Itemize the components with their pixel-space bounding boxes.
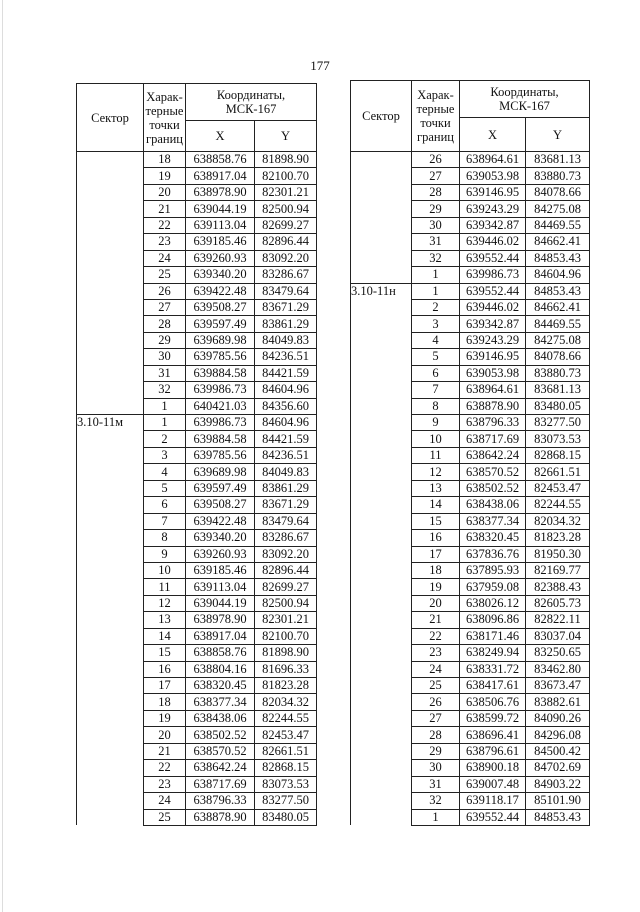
x-cell: 639446.02 [460,234,526,250]
x-cell: 639986.73 [186,415,255,431]
y-cell: 81823.28 [526,530,590,546]
point-cell: 25 [144,267,186,283]
point-cell: 23 [412,645,460,661]
y-cell: 83073.53 [255,776,317,792]
point-cell: 7 [144,513,186,529]
x-cell: 639340.20 [186,267,255,283]
x-cell: 638696.41 [460,727,526,743]
x-cell: 639508.27 [186,497,255,513]
y-cell: 84236.51 [255,447,317,463]
x-cell: 639243.29 [460,332,526,348]
x-cell: 638717.69 [460,431,526,447]
table-row [77,415,317,431]
x-cell: 639422.48 [186,513,255,529]
x-cell: 639044.19 [186,201,255,217]
point-cell: 24 [144,793,186,809]
x-cell: 638804.16 [186,661,255,677]
y-cell: 83880.73 [526,168,590,184]
point-cell: 22 [412,628,460,644]
point-cell: 14 [144,628,186,644]
y-cell: 83681.13 [526,382,590,398]
point-cell: 17 [412,546,460,562]
point-cell: 32 [144,382,186,398]
point-cell: 25 [144,809,186,825]
point-cell: 11 [412,447,460,463]
y-cell: 83880.73 [526,365,590,381]
x-cell: 638796.61 [460,743,526,759]
y-cell: 82169.77 [526,562,590,578]
point-cell: 2 [144,431,186,447]
y-cell: 83092.20 [255,546,317,562]
y-cell: 82868.15 [255,760,317,776]
sector-cell: 3.10-11н [351,283,412,825]
point-cell: 16 [144,661,186,677]
x-cell: 638717.69 [186,776,255,792]
y-cell: 81898.90 [255,645,317,661]
point-cell: 1 [412,809,460,825]
point-cell: 26 [412,152,460,168]
x-cell: 639446.02 [460,299,526,315]
y-cell: 82661.51 [255,743,317,759]
point-cell: 10 [144,562,186,578]
point-cell: 12 [144,595,186,611]
x-cell: 639884.58 [186,431,255,447]
point-cell: 20 [144,727,186,743]
y-cell: 82244.55 [255,710,317,726]
page-number: 177 [310,58,330,73]
x-cell: 638570.52 [460,464,526,480]
sector-cell [351,152,412,284]
point-cell: 15 [144,645,186,661]
point-cell: 2 [412,299,460,315]
y-cell: 84604.96 [255,415,317,431]
x-cell: 639689.98 [186,464,255,480]
x-cell: 638878.90 [186,809,255,825]
y-cell: 82453.47 [255,727,317,743]
point-cell: 30 [412,760,460,776]
y-cell: 84049.83 [255,464,317,480]
point-cell: 5 [144,480,186,496]
point-cell: 17 [144,678,186,694]
point-cell: 15 [412,513,460,529]
x-cell: 638171.46 [460,628,526,644]
x-cell: 637895.93 [460,562,526,578]
point-cell: 3 [412,316,460,332]
point-cell: 29 [412,201,460,217]
y-cell: 81823.28 [255,678,317,694]
point-cell: 31 [412,234,460,250]
point-cell: 19 [412,579,460,595]
x-cell: 638796.33 [186,793,255,809]
point-cell: 6 [144,497,186,513]
point-cell: 14 [412,497,460,513]
table-row [351,283,590,299]
y-cell: 82822.11 [526,612,590,628]
y-cell: 82699.27 [255,579,317,595]
y-cell: 84090.26 [526,710,590,726]
point-cell: 19 [144,710,186,726]
point-cell: 4 [144,464,186,480]
y-cell: 84296.08 [526,727,590,743]
x-cell: 638964.61 [460,152,526,168]
point-cell: 26 [144,283,186,299]
x-cell: 638502.52 [186,727,255,743]
x-cell: 639260.93 [186,250,255,266]
x-cell: 638417.61 [460,678,526,694]
point-cell: 21 [144,743,186,759]
x-cell: 639884.58 [186,365,255,381]
x-cell: 639552.44 [460,809,526,825]
table-row [351,152,590,168]
coordinates-table-left [76,83,317,826]
header-points: Харак- терные точки границ [144,84,186,152]
point-cell: 30 [412,217,460,233]
y-cell: 83286.67 [255,530,317,546]
x-cell: 638917.04 [186,628,255,644]
header-sector: Сектор [351,81,412,152]
point-cell: 27 [412,168,460,184]
x-cell: 638570.52 [186,743,255,759]
y-cell: 82896.44 [255,234,317,250]
y-cell: 82301.21 [255,612,317,628]
point-cell: 5 [412,349,460,365]
x-cell: 638026.12 [460,595,526,611]
y-cell: 84275.08 [526,332,590,348]
y-cell: 84049.83 [255,332,317,348]
y-cell: 84903.22 [526,776,590,792]
y-cell: 84500.42 [526,743,590,759]
point-cell: 6 [412,365,460,381]
y-cell: 84356.60 [255,398,317,414]
y-cell: 84702.69 [526,760,590,776]
x-cell: 638878.90 [460,398,526,414]
point-cell: 22 [144,217,186,233]
point-cell: 8 [144,530,186,546]
x-cell: 639552.44 [460,283,526,299]
x-cell: 638978.90 [186,612,255,628]
coordinates-table-right [350,80,590,826]
y-cell: 83861.29 [255,480,317,496]
point-cell: 21 [412,612,460,628]
y-cell: 84662.41 [526,299,590,315]
y-cell: 81696.33 [255,661,317,677]
y-cell: 83673.47 [526,678,590,694]
x-cell: 638964.61 [460,382,526,398]
y-cell: 82100.70 [255,628,317,644]
y-cell: 84275.08 [526,201,590,217]
y-cell: 83250.65 [526,645,590,661]
point-cell: 29 [412,743,460,759]
y-cell: 82244.55 [526,497,590,513]
point-cell: 26 [412,694,460,710]
header-sector: Сектор [77,84,144,152]
y-cell: 83681.13 [526,152,590,168]
point-cell: 1 [144,398,186,414]
y-cell: 82661.51 [526,464,590,480]
point-cell: 25 [412,678,460,694]
x-cell: 639597.49 [186,480,255,496]
y-cell: 83037.04 [526,628,590,644]
y-cell: 82388.43 [526,579,590,595]
x-cell: 639113.04 [186,217,255,233]
y-cell: 84469.55 [526,217,590,233]
point-cell: 27 [144,299,186,315]
x-cell: 639785.56 [186,447,255,463]
x-cell: 639986.73 [186,382,255,398]
x-cell: 639986.73 [460,267,526,283]
x-cell: 639185.46 [186,234,255,250]
y-cell: 83479.64 [255,513,317,529]
x-cell: 639185.46 [186,562,255,578]
x-cell: 637836.76 [460,546,526,562]
x-cell: 639597.49 [186,316,255,332]
point-cell: 1 [412,283,460,299]
x-cell: 639785.56 [186,349,255,365]
scan-edge [2,0,3,912]
y-cell: 84604.96 [255,382,317,398]
y-cell: 84853.43 [526,283,590,299]
header-x: X [460,118,526,152]
x-cell: 638320.45 [460,530,526,546]
x-cell: 639007.48 [460,776,526,792]
x-cell: 638917.04 [186,168,255,184]
point-cell: 18 [144,694,186,710]
y-cell: 81898.90 [255,152,317,168]
point-cell: 18 [144,152,186,168]
table-row [77,152,317,168]
point-cell: 28 [144,316,186,332]
y-cell: 83480.05 [255,809,317,825]
y-cell: 83479.64 [255,283,317,299]
point-cell: 30 [144,349,186,365]
y-cell: 84469.55 [526,316,590,332]
y-cell: 83671.29 [255,497,317,513]
x-cell: 638438.06 [186,710,255,726]
y-cell: 84421.59 [255,365,317,381]
point-cell: 19 [144,168,186,184]
y-cell: 82100.70 [255,168,317,184]
point-cell: 21 [144,201,186,217]
x-cell: 639044.19 [186,595,255,611]
point-cell: 13 [144,612,186,628]
sector-cell: 3.10-11м [77,415,144,826]
y-cell: 82034.32 [526,513,590,529]
point-cell: 11 [144,579,186,595]
point-cell: 31 [412,776,460,792]
point-cell: 10 [412,431,460,447]
y-cell: 82500.94 [255,595,317,611]
y-cell: 83073.53 [526,431,590,447]
x-cell: 638249.94 [460,645,526,661]
y-cell: 84078.66 [526,349,590,365]
x-cell: 638642.24 [186,760,255,776]
x-cell: 639552.44 [460,250,526,266]
point-cell: 28 [412,184,460,200]
point-cell: 20 [412,595,460,611]
y-cell: 81950.30 [526,546,590,562]
x-cell: 640421.03 [186,398,255,414]
y-cell: 84604.96 [526,267,590,283]
y-cell: 84662.41 [526,234,590,250]
point-cell: 29 [144,332,186,348]
x-cell: 638377.34 [186,694,255,710]
y-cell: 84421.59 [255,431,317,447]
x-cell: 639340.20 [186,530,255,546]
sector-cell [77,152,144,415]
x-cell: 638096.86 [460,612,526,628]
point-cell: 4 [412,332,460,348]
y-cell: 82301.21 [255,184,317,200]
header-y: Y [526,118,590,152]
x-cell: 638642.24 [460,447,526,463]
point-cell: 13 [412,480,460,496]
header-coordinates: Координаты, МСК-167 [460,81,590,118]
x-cell: 638900.18 [460,760,526,776]
y-cell: 82896.44 [255,562,317,578]
y-cell: 82034.32 [255,694,317,710]
x-cell: 639342.87 [460,316,526,332]
y-cell: 83671.29 [255,299,317,315]
y-cell: 83480.05 [526,398,590,414]
x-cell: 639113.04 [186,579,255,595]
y-cell: 83861.29 [255,316,317,332]
point-cell: 28 [412,727,460,743]
x-cell: 638502.52 [460,480,526,496]
x-cell: 638320.45 [186,678,255,694]
point-cell: 3 [144,447,186,463]
point-cell: 31 [144,365,186,381]
x-cell: 639243.29 [460,201,526,217]
x-cell: 638331.72 [460,661,526,677]
x-cell: 639118.17 [460,793,526,809]
point-cell: 9 [412,415,460,431]
y-cell: 84078.66 [526,184,590,200]
point-cell: 8 [412,398,460,414]
header-x: X [186,121,255,152]
y-cell: 82500.94 [255,201,317,217]
point-cell: 18 [412,562,460,578]
y-cell: 84853.43 [526,250,590,266]
x-cell: 639146.95 [460,184,526,200]
header-points: Харак- терные точки границ [412,81,460,152]
header-y: Y [255,121,317,152]
x-cell: 639053.98 [460,168,526,184]
y-cell: 84236.51 [255,349,317,365]
y-cell: 83277.50 [255,793,317,809]
point-cell: 27 [412,710,460,726]
y-cell: 83277.50 [526,415,590,431]
point-cell: 12 [412,464,460,480]
point-cell: 23 [144,776,186,792]
point-cell: 9 [144,546,186,562]
x-cell: 639689.98 [186,332,255,348]
x-cell: 639422.48 [186,283,255,299]
x-cell: 638858.76 [186,152,255,168]
y-cell: 83882.61 [526,694,590,710]
x-cell: 638978.90 [186,184,255,200]
x-cell: 639053.98 [460,365,526,381]
x-cell: 638377.34 [460,513,526,529]
point-cell: 24 [412,661,460,677]
x-cell: 638796.33 [460,415,526,431]
y-cell: 85101.90 [526,793,590,809]
point-cell: 7 [412,382,460,398]
point-cell: 1 [144,415,186,431]
x-cell: 639146.95 [460,349,526,365]
point-cell: 23 [144,234,186,250]
y-cell: 83092.20 [255,250,317,266]
x-cell: 639342.87 [460,217,526,233]
point-cell: 16 [412,530,460,546]
point-cell: 1 [412,267,460,283]
y-cell: 84853.43 [526,809,590,825]
x-cell: 639508.27 [186,299,255,315]
y-cell: 82453.47 [526,480,590,496]
y-cell: 83286.67 [255,267,317,283]
x-cell: 638858.76 [186,645,255,661]
point-cell: 20 [144,184,186,200]
header-coordinates: Координаты, МСК-167 [186,84,317,121]
y-cell: 82868.15 [526,447,590,463]
y-cell: 83462.80 [526,661,590,677]
x-cell: 638506.76 [460,694,526,710]
y-cell: 82605.73 [526,595,590,611]
point-cell: 32 [412,250,460,266]
x-cell: 637959.08 [460,579,526,595]
point-cell: 22 [144,760,186,776]
point-cell: 32 [412,793,460,809]
x-cell: 638438.06 [460,497,526,513]
point-cell: 24 [144,250,186,266]
x-cell: 639260.93 [186,546,255,562]
y-cell: 82699.27 [255,217,317,233]
x-cell: 638599.72 [460,710,526,726]
